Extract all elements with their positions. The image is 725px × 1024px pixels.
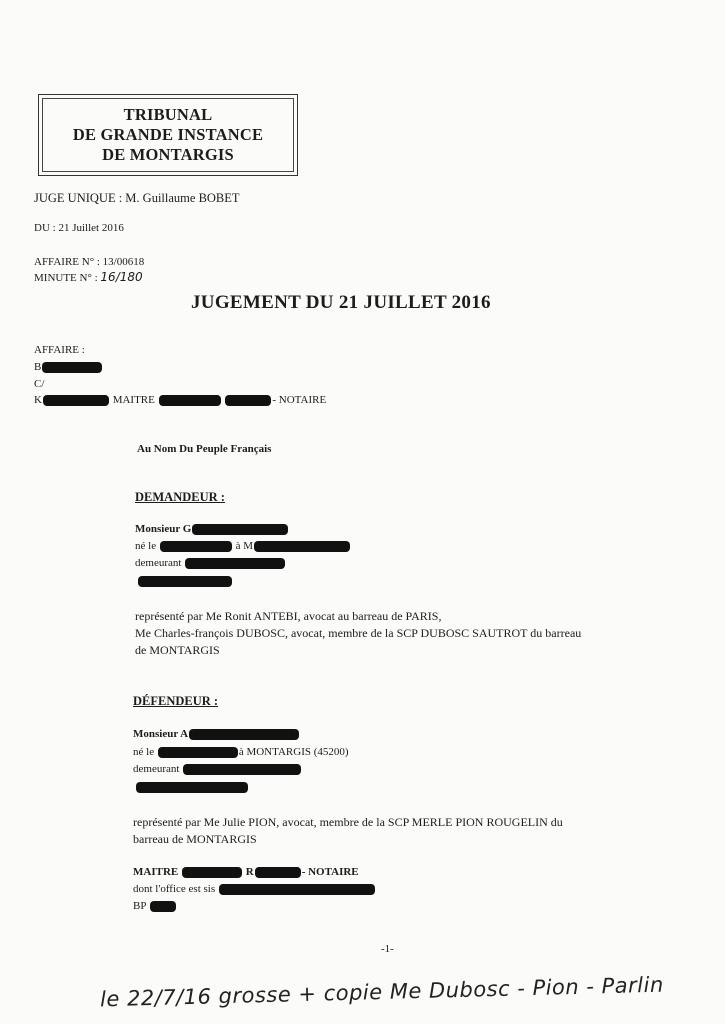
- demandeur-address2: [137, 575, 233, 587]
- redaction: [158, 747, 238, 758]
- handwritten-note: le 22/7/16 grosse + copie Me Dubosc - Pion - Parlin: [99, 972, 665, 1012]
- office-line: dont l'office est sis: [133, 883, 376, 895]
- date-line: DU : 21 Juillet 2016: [34, 222, 124, 234]
- redaction: [159, 395, 221, 406]
- court-name-line3: DE MONTARGIS: [102, 145, 234, 164]
- redaction: [254, 541, 350, 552]
- page-number: -1-: [381, 943, 394, 955]
- redaction: [185, 558, 285, 569]
- judge-line: JUGE UNIQUE : M. Guillaume BOBET: [34, 191, 240, 205]
- court-header-box: [38, 94, 298, 176]
- defendeur-name: Monsieur A: [133, 728, 300, 740]
- maitre-line: MAITRE R - NOTAIRE: [133, 866, 359, 878]
- demandeur-birth: né le à M: [135, 540, 351, 552]
- redaction: [192, 524, 288, 535]
- defendeur-rep-line2: barreau de MONTARGIS: [133, 832, 257, 846]
- demandeur-heading: DEMANDEUR :: [135, 490, 225, 504]
- judgment-title: JUGEMENT DU 21 JUILLET 2016: [191, 292, 491, 313]
- court-name-line2: DE GRANDE INSTANCE: [72, 125, 264, 144]
- redaction: [219, 884, 375, 895]
- affaire-party1: B: [34, 361, 103, 373]
- demandeur-rep-line3: de MONTARGIS: [135, 643, 220, 657]
- au-nom-du-peuple: Au Nom Du Peuple Français: [137, 443, 272, 455]
- redaction: [255, 867, 301, 878]
- demandeur-name: Monsieur G: [135, 523, 289, 535]
- affaire-number: AFFAIRE N° : 13/00618: [34, 256, 145, 268]
- minute-handwritten: 16/180: [100, 270, 143, 284]
- demandeur-rep-line1: représenté par Me Ronit ANTEBI, avocat au barreau de PARIS,: [135, 609, 442, 623]
- defendeur-heading: DÉFENDEUR :: [133, 694, 219, 708]
- affaire-versus: C/: [34, 378, 45, 390]
- redaction: [189, 729, 299, 740]
- redaction: [43, 395, 109, 406]
- redaction: [138, 576, 232, 587]
- bp-line: BP: [133, 900, 177, 912]
- demandeur-address: demeurant: [135, 557, 286, 569]
- court-name-line1: TRIBUNAL: [123, 105, 213, 124]
- redaction: [182, 867, 242, 878]
- affaire-label: AFFAIRE :: [34, 344, 85, 356]
- affaire-party2: K MAITRE - NOTAIRE: [34, 394, 327, 406]
- defendeur-rep-line1: représenté par Me Julie PION, avocat, membre de la SCP MERLE PION ROUGELIN du: [133, 815, 563, 829]
- redaction: [225, 395, 271, 406]
- defendeur-address: demeurant: [133, 763, 302, 775]
- redaction: [42, 362, 102, 373]
- redaction: [183, 764, 301, 775]
- redaction: [150, 901, 176, 912]
- defendeur-address2: [135, 781, 249, 793]
- redaction: [160, 541, 232, 552]
- minute-label: MINUTE N° :: [34, 272, 98, 284]
- redaction: [136, 782, 248, 793]
- minute-number: [34, 270, 143, 284]
- defendeur-birth: né le à MONTARGIS (45200): [133, 746, 349, 758]
- demandeur-rep-line2: Me Charles-françois DUBOSC, avocat, membre de la SCP DUBOSC SAUTROT du barreau: [135, 626, 582, 640]
